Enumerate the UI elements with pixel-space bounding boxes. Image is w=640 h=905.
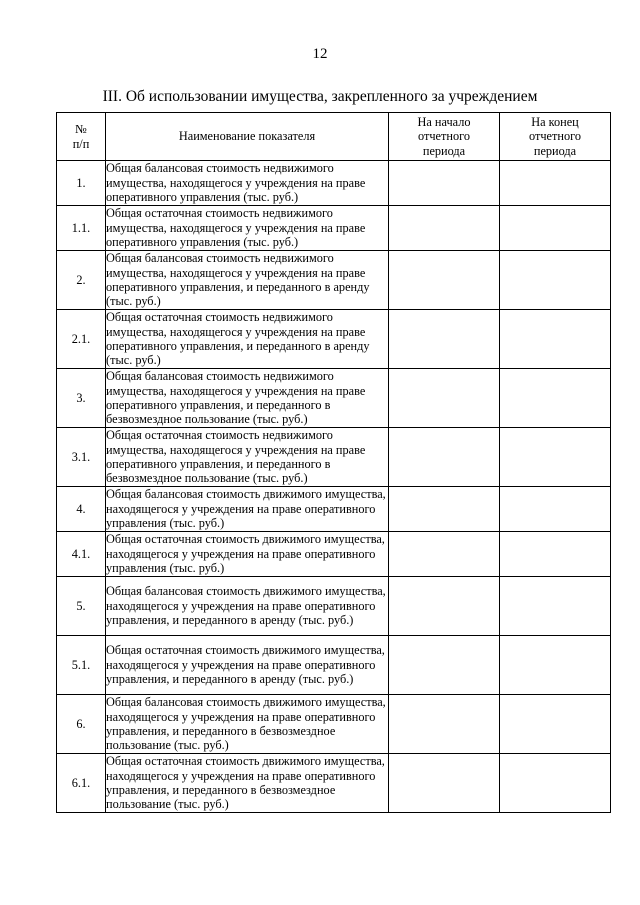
header-row-number [57,113,106,161]
value-period-start[interactable] [389,206,500,251]
row-number: 2. [57,251,106,310]
value-period-start[interactable] [389,369,500,428]
table-row [57,636,611,695]
header-period-start [389,113,500,161]
value-period-end[interactable] [500,251,611,310]
value-period-start[interactable] [389,428,500,487]
value-period-end[interactable] [500,206,611,251]
table-row [57,577,611,636]
row-number: 2.1. [57,310,106,369]
section-title: III. Об использовании имущества, закрепленного за учреждением [102,88,538,105]
row-number: 4.1. [57,532,106,577]
value-period-start[interactable] [389,161,500,206]
header-row-number-line2: п/п [72,136,90,151]
indicator-name: Общая балансовая стоимость движимого имущества, находящегося у учреждения на праве оперативного управления, и переданного в аренду (тыс. руб.) [106,577,389,636]
table-row [57,754,611,813]
value-period-start[interactable] [389,754,500,813]
value-period-start[interactable] [389,310,500,369]
value-period-end[interactable] [500,754,611,813]
value-period-start[interactable] [389,251,500,310]
table-row [57,532,611,577]
header-indicator-name [106,113,389,161]
value-period-end[interactable] [500,532,611,577]
value-period-start[interactable] [389,532,500,577]
row-number: 6. [57,695,106,754]
table-row [57,487,611,532]
row-number: 1. [57,161,106,206]
indicator-name: Общая балансовая стоимость движимого имущества, находящегося у учреждения на праве оперативного управления, и переданного в безвозмездное пользование (тыс. руб.) [106,695,389,754]
value-period-end[interactable] [500,428,611,487]
table-row [57,428,611,487]
header-row-number-line1: № [75,122,87,137]
row-number: 6.1. [57,754,106,813]
indicator-name: Общая балансовая стоимость движимого имущества, находящегося у учреждения на праве оперативного управления (тыс. руб.) [106,487,389,532]
header-period-start-line1: На начало [417,114,471,129]
table-row [57,206,611,251]
value-period-end[interactable] [500,487,611,532]
row-number: 4. [57,487,106,532]
table-row [57,310,611,369]
indicator-name: Общая остаточная стоимость недвижимого имущества, находящегося у учреждения на праве оперативного управления (тыс. руб.) [106,206,389,251]
indicator-name: Общая балансовая стоимость недвижимого имущества, находящегося у учреждения на праве оперативного управления (тыс. руб.) [106,161,389,206]
header-period-end-line3: периода [533,143,577,158]
value-period-end[interactable] [500,310,611,369]
row-number: 3. [57,369,106,428]
table-row [57,695,611,754]
indicator-name: Общая остаточная стоимость движимого имущества, находящегося у учреждения на праве оперативного управления, и переданного в аренду (тыс. руб.) [106,636,389,695]
header-period-end-line1: На конец [531,114,579,129]
header-indicator-name-text: Наименование показателя [178,129,316,144]
row-number: 3.1. [57,428,106,487]
header-period-end-line2: отчетного [529,129,581,144]
row-number: 1.1. [57,206,106,251]
value-period-start[interactable] [389,487,500,532]
indicator-name: Общая остаточная стоимость движимого имущества, находящегося у учреждения на праве оперативного управления (тыс. руб.) [106,532,389,577]
value-period-start[interactable] [389,695,500,754]
row-number: 5.1. [57,636,106,695]
indicator-name: Общая остаточная стоимость движимого имущества, находящегося у учреждения на праве оперативного управления, и переданного в безвозмездное пользование (тыс. руб.) [106,754,389,813]
row-number: 5. [57,577,106,636]
property-usage-table [56,112,611,813]
header-period-start-line2: отчетного [418,129,470,144]
value-period-start[interactable] [389,577,500,636]
page-number: 12 [312,46,328,62]
value-period-start[interactable] [389,636,500,695]
indicator-name: Общая остаточная стоимость недвижимого имущества, находящегося у учреждения на праве оперативного управления, и переданного в безвозмездное пользование (тыс. руб.) [106,428,389,487]
table-row [57,369,611,428]
header-period-end [500,113,611,161]
indicator-name: Общая остаточная стоимость недвижимого имущества, находящегося у учреждения на праве оперативного управления, и переданного в аренду (тыс. руб.) [106,310,389,369]
header-period-start-line3: периода [422,143,466,158]
value-period-end[interactable] [500,636,611,695]
value-period-end[interactable] [500,161,611,206]
table-row [57,161,611,206]
indicator-name: Общая балансовая стоимость недвижимого имущества, находящегося у учреждения на праве оперативного управления, и переданного в безвозмездное пользование (тыс. руб.) [106,369,389,428]
table-row [57,251,611,310]
indicator-name: Общая балансовая стоимость недвижимого имущества, находящегося у учреждения на праве оперативного управления, и переданного в аренду (тыс. руб.) [106,251,389,310]
value-period-end[interactable] [500,369,611,428]
value-period-end[interactable] [500,695,611,754]
value-period-end[interactable] [500,577,611,636]
table-header-row [57,113,611,161]
